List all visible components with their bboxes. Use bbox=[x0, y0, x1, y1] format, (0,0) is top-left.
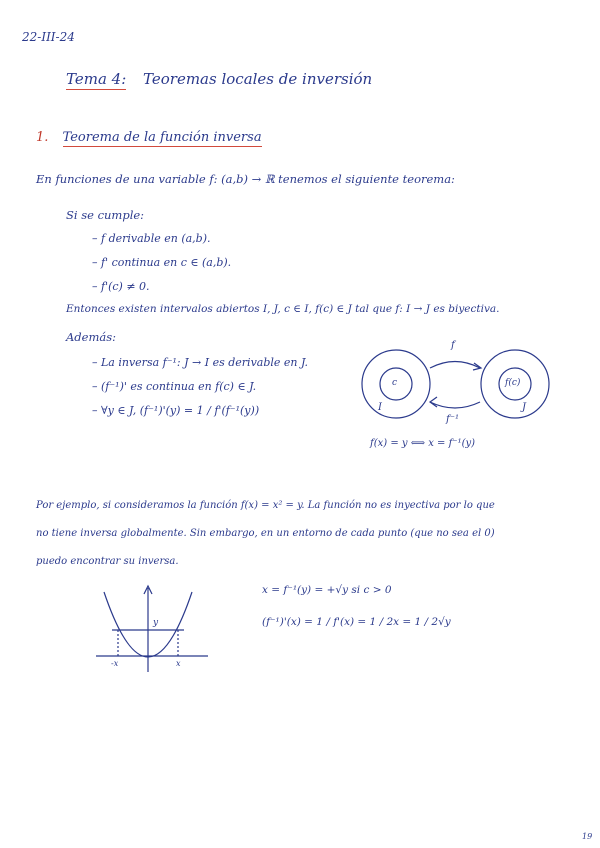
then-text: Entonces existen intervalos abiertos I, J, c ∈ I, f(c) ∈ J tal que f: I → J es biyectiva. bbox=[66, 303, 500, 315]
example-line-2: no tiene inversa globalmente. Sin embargo, en un entorno de cada punto (que no sea el 0) bbox=[36, 528, 495, 539]
condition-2: – f' continua en c ∈ (a,b). bbox=[92, 256, 232, 269]
result-2: – (f⁻¹)' es continua en f(c) ∈ J. bbox=[92, 380, 257, 393]
also-label: Además: bbox=[66, 330, 117, 344]
title-text: Teoremas locales de inversión bbox=[143, 70, 373, 88]
arrow-f bbox=[430, 362, 480, 369]
formula-derivative: (f⁻¹)'(x) = 1 / f'(x) = 1 / 2x = 1 / 2√y bbox=[262, 616, 451, 628]
section-number: 1. bbox=[36, 130, 49, 145]
arrow-f-label: f bbox=[451, 340, 455, 351]
condition-1: – f derivable en (a,b). bbox=[92, 232, 211, 245]
example-line-3: puedo encontrar su inversa. bbox=[36, 556, 179, 567]
arrow-finv-head bbox=[430, 397, 437, 407]
set-I-label: I bbox=[378, 402, 382, 413]
section-title: Teorema de la función inversa bbox=[62, 130, 262, 145]
section-heading bbox=[36, 130, 262, 145]
arrow-f-head bbox=[473, 363, 481, 370]
page-number: 19 bbox=[582, 832, 593, 841]
page-title bbox=[66, 70, 372, 88]
set-J-label: J bbox=[522, 402, 527, 413]
point-fc-label: f(c) bbox=[505, 378, 521, 388]
graph-pos-x-label: x bbox=[176, 659, 181, 668]
intro-text: En funciones de una variable f: (a,b) → ℝ tenemos el siguiente teorema: bbox=[36, 172, 455, 186]
y-axis-arrow bbox=[144, 586, 152, 594]
graph-y-label: y bbox=[153, 618, 159, 628]
title-prefix: Tema 4: bbox=[66, 70, 127, 88]
page-date: 22-III-24 bbox=[22, 30, 75, 44]
result-3: – ∀y ∈ J, (f⁻¹)'(y) = 1 / f'(f⁻¹(y)) bbox=[92, 404, 260, 417]
result-1: – La inversa f⁻¹: J → I es derivable en J. bbox=[92, 356, 309, 369]
arrow-finv bbox=[430, 402, 480, 408]
diagram-caption: f(x) = y ⟺ x = f⁻¹(y) bbox=[370, 438, 476, 449]
if-label: Si se cumple: bbox=[66, 208, 145, 222]
parabola-curve bbox=[104, 592, 192, 657]
arrow-finv-label: f⁻¹ bbox=[446, 414, 459, 425]
example-line-1: Por ejemplo, si consideramos la función f(x) = x² = y. La función no es inyectiva por lo que bbox=[36, 500, 495, 511]
condition-3: – f'(c) ≠ 0. bbox=[92, 280, 150, 293]
formula-inverse: x = f⁻¹(y) = +√y si c > 0 bbox=[262, 584, 392, 596]
graph-neg-x-label: -x bbox=[111, 659, 119, 668]
point-c-label: c bbox=[392, 378, 398, 388]
